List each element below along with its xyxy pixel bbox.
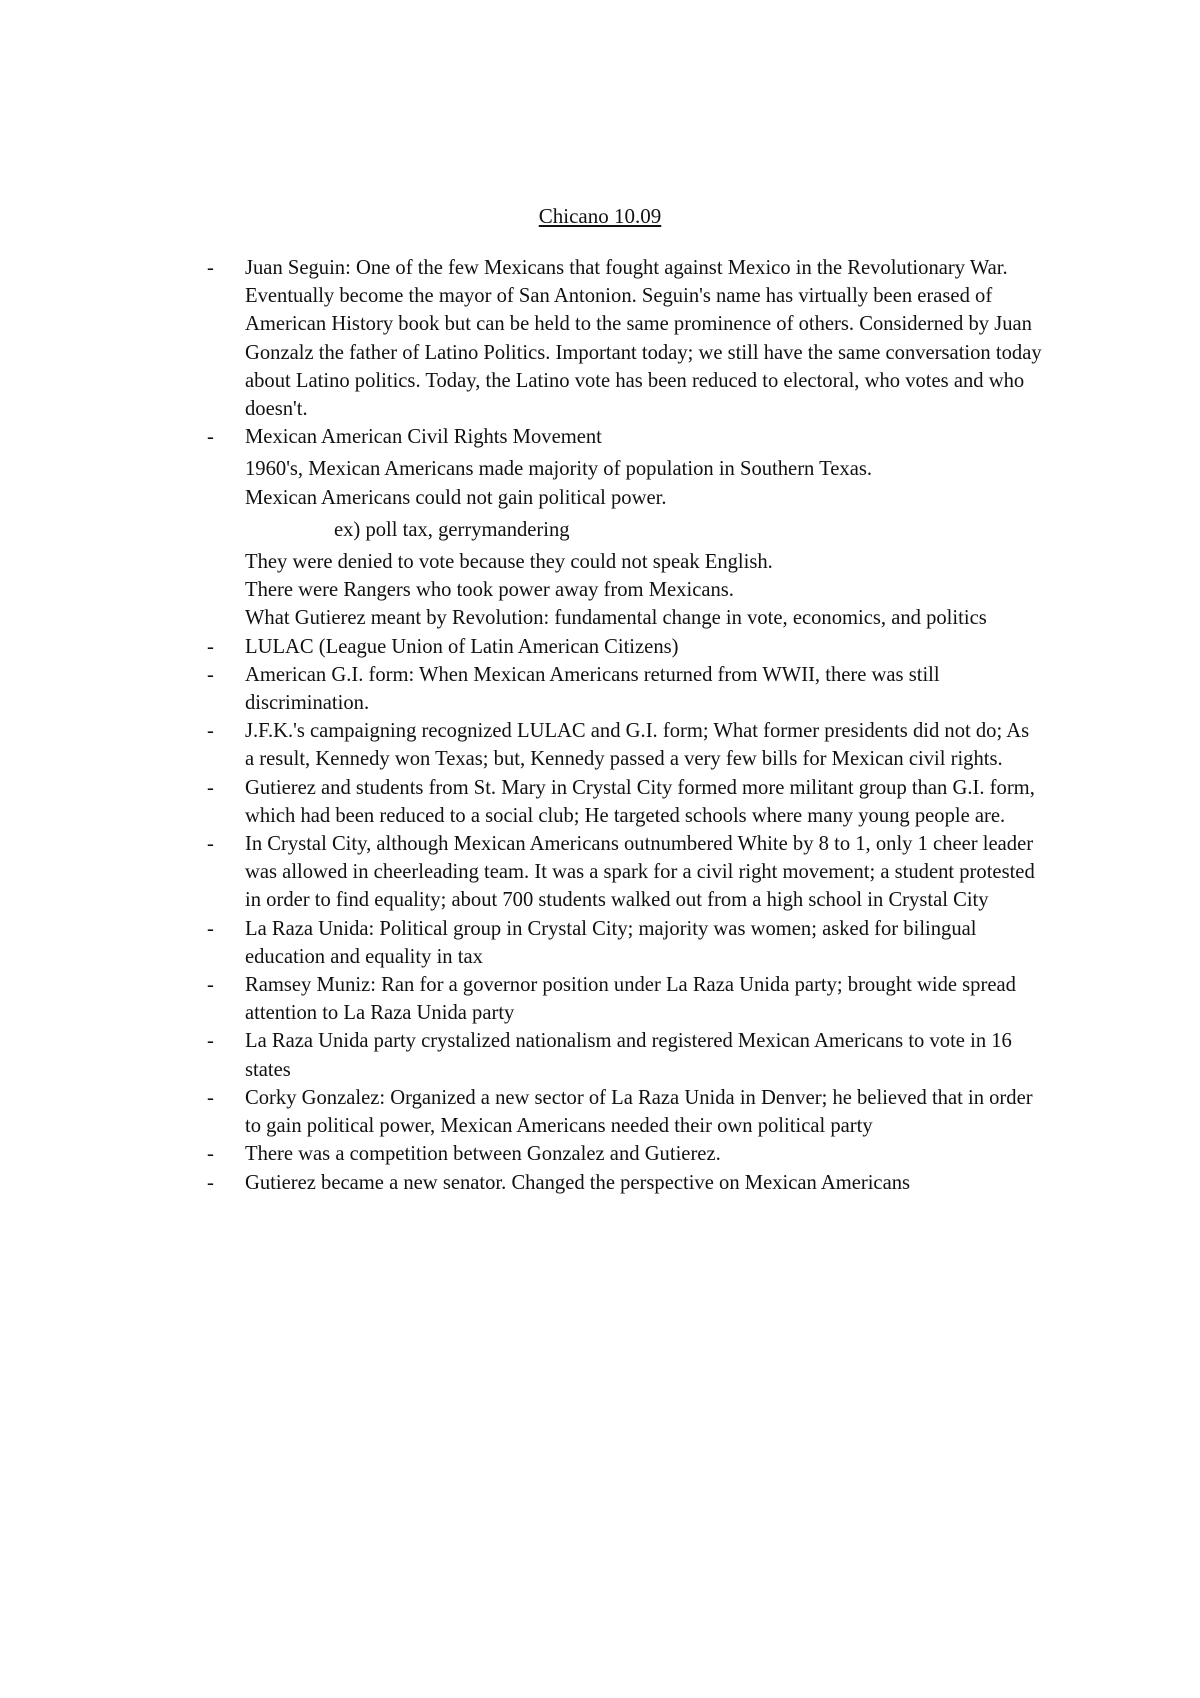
list-item-text: Gutierez and students from St. Mary in Crystal City formed more militant group than G.I. form, which had been reduced to a social club; He targeted schools where many young people are. [245,776,1035,827]
list-item [172,915,1042,971]
list-item-text: La Raza Unida party crystalized nationalism and registered Mexican Americans to vote in 16 states [245,1030,1012,1081]
list-item [172,1140,1042,1168]
list-item [172,423,1042,451]
sub-line: They were denied to vote because they could not speak English. [245,551,773,574]
list-item [172,971,1042,1027]
sub-line: What Gutierez meant by Revolution: fundamental change in vote, economics, and politics [245,607,987,630]
example-line: ex) poll tax, gerrymandering [334,518,570,541]
sub-line: There were Rangers who took power away from Mexicans. [245,579,734,602]
bullet-dash: - [207,776,214,799]
list-item-text: There was a competition between Gonzalez and Gutierez. [245,1143,721,1166]
bullet-dash: - [207,1086,214,1109]
bullet-dash: - [207,426,214,449]
list-item-text: American G.I. form: When Mexican Americans returned from WWII, there was still discrimination. [245,663,940,715]
bullet-dash: - [207,974,214,997]
bullet-dash: - [207,833,214,856]
list-item [172,830,1042,915]
bullet-dash: - [207,257,214,279]
list-item-text: Ramsey Muniz: Ran for a governor position under La Raza Unida party; brought wide spread attention to La Raza Unida party [245,974,1016,1025]
list-item [172,633,1042,661]
notes-body [172,254,1042,1197]
list-item [172,661,1042,717]
list-item-text: Mexican American Civil Rights Movement [245,426,602,449]
bullet-dash: - [207,1030,214,1053]
document-title: Chicano 10.09 [538,204,662,228]
list-item-text: Corky Gonzalez: Organized a new sector of La Raza Unida in Denver; he believed that in order to gain political power, Mexican Americans needed their own political party [245,1086,1033,1138]
list-item-text: Gutierez became a new senator. Changed the perspective on Mexican Americans [245,1171,911,1194]
bullet-dash: - [207,663,214,686]
bullet-dash: - [207,917,214,940]
list-item-text: Juan Seguin: One of the few Mexicans that fought against Mexico in the Revolutionary War. Eventually become the mayor of San Antonion. Seguin's name has virtually been erased of American History book but can be held to the same prominence of others. Considerned by Juan Gonzalz the father of Latino Politics. Important today; we still have the same conversation today about Latino politics. Today, the Latino vote has been reduced to electoral, who votes and who doesn't. [245,257,1042,421]
list-item [172,1084,1042,1140]
bullet-dash: - [207,720,214,743]
list-item-text: In Crystal City, although Mexican Americans outnumbered White by 8 to 1, only 1 cheer leader was allowed in cheerleading team. It was a spark for a civil right movement; a student protested in order to find equality; about 700 students walked out from a high school in Crystal City [245,833,1035,912]
bullet-dash: - [207,1143,214,1166]
list-item [172,774,1042,830]
list-item [172,1169,1042,1197]
list-item [172,254,1042,423]
list-item [172,717,1042,773]
list-item [172,1027,1042,1083]
list-item-text: J.F.K.'s campaigning recognized LULAC and G.I. form; What former presidents did not do; As a result, Kennedy won Texas; but, Kennedy passed a very few bills for Mexican civil rights. [245,720,1030,771]
list-item-text: La Raza Unida: Political group in Crystal City; majority was women; asked for bilingual education and equality in tax [245,917,977,968]
sub-line: 1960's, Mexican Americans made majority of population in Southern Texas. [245,458,873,481]
bullet-dash: - [207,1171,214,1194]
sub-line: Mexican Americans could not gain political power. [245,486,667,509]
list-item-text: LULAC (League Union of Latin American Citizens) [245,635,679,658]
bullet-dash: - [207,635,214,658]
